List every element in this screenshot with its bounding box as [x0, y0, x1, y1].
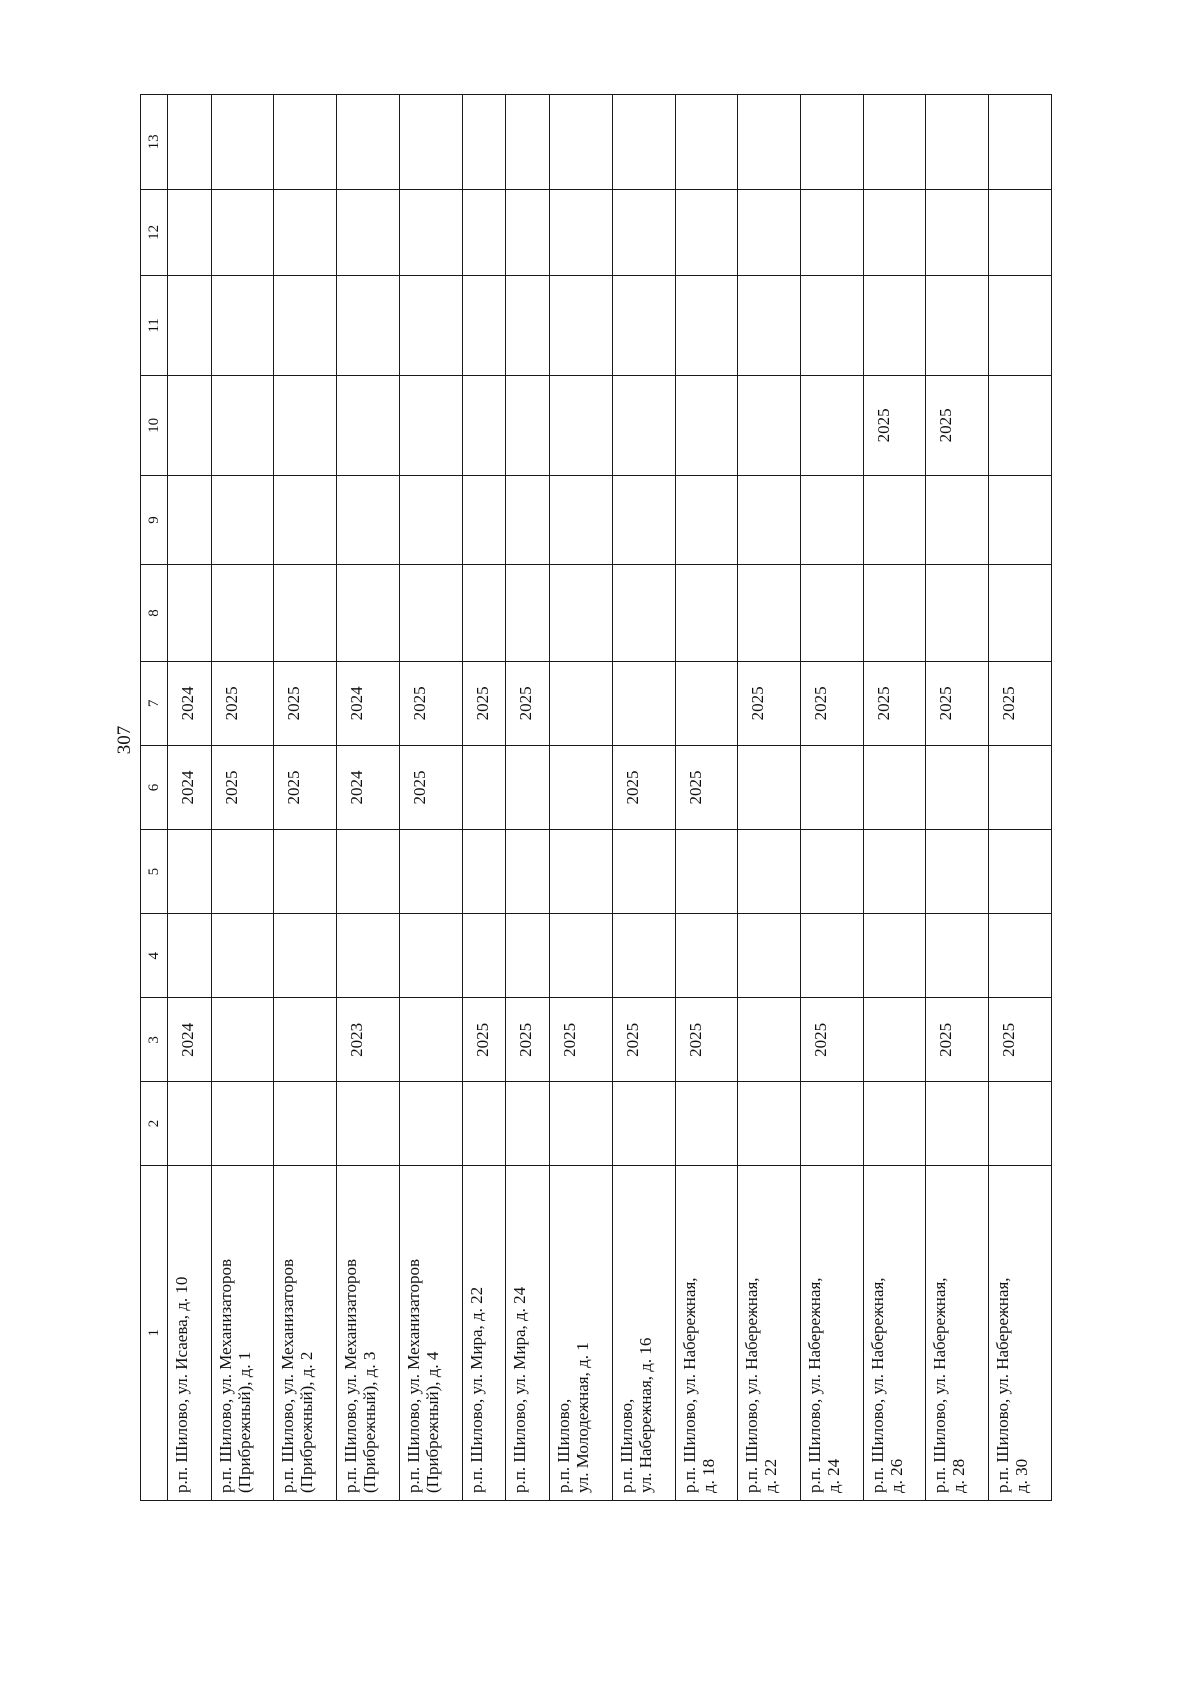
year-cell	[211, 95, 274, 190]
year-cell	[863, 998, 926, 1082]
table-row	[211, 95, 274, 1501]
table-row	[168, 95, 212, 1501]
year-cell	[211, 830, 274, 914]
year-cell	[863, 475, 926, 564]
page-number: 307	[114, 725, 135, 755]
year-cell	[274, 275, 337, 375]
table-row	[462, 95, 506, 1501]
column-header: 7	[141, 661, 168, 745]
table-row	[863, 95, 926, 1501]
data-table	[140, 94, 1052, 1501]
year-cell	[399, 830, 462, 914]
year-cell	[211, 998, 274, 1082]
table-row	[675, 95, 738, 1501]
year-cell	[801, 565, 864, 662]
year-cell	[926, 1082, 989, 1165]
year-cell	[801, 830, 864, 914]
year-cell	[550, 1082, 613, 1165]
year-cell	[738, 565, 801, 662]
year-cell	[274, 830, 337, 914]
year-cell: 2025	[612, 745, 675, 829]
year-cell	[863, 914, 926, 998]
year-cell: 2025	[274, 745, 337, 829]
year-cell	[675, 95, 738, 190]
year-cell	[274, 475, 337, 564]
year-cell	[926, 914, 989, 998]
year-cell: 2025	[926, 998, 989, 1082]
year-cell: 2025	[926, 661, 989, 745]
year-cell	[399, 914, 462, 998]
year-cell	[168, 914, 212, 998]
year-cell	[462, 565, 506, 662]
year-cell	[612, 1082, 675, 1165]
year-cell: 2024	[168, 661, 212, 745]
year-cell	[738, 95, 801, 190]
year-cell	[612, 275, 675, 375]
year-cell	[550, 565, 613, 662]
year-cell	[675, 275, 738, 375]
address-cell: р.п. Шилово, ул. Набережная, д. 16	[612, 1165, 675, 1500]
year-cell	[550, 830, 613, 914]
year-cell	[168, 475, 212, 564]
year-cell	[506, 189, 550, 275]
year-cell: 2025	[506, 661, 550, 745]
year-cell: 2025	[399, 745, 462, 829]
table-row	[738, 95, 801, 1501]
year-cell	[399, 95, 462, 190]
year-cell: 2025	[738, 661, 801, 745]
table-row	[506, 95, 550, 1501]
address-cell: р.п. Шилово, ул. Набережная, д. 26	[863, 1165, 926, 1500]
year-cell	[168, 375, 212, 475]
year-cell	[801, 95, 864, 190]
column-header: 6	[141, 745, 168, 829]
year-cell	[738, 830, 801, 914]
year-cell	[675, 565, 738, 662]
column-header: 1	[141, 1165, 168, 1500]
year-cell	[801, 914, 864, 998]
year-cell	[801, 375, 864, 475]
column-header: 12	[141, 189, 168, 275]
year-cell: 2023	[337, 998, 400, 1082]
year-cell	[462, 830, 506, 914]
year-cell	[863, 275, 926, 375]
year-cell: 2025	[926, 375, 989, 475]
year-cell	[801, 475, 864, 564]
year-cell	[168, 830, 212, 914]
year-cell: 2025	[675, 998, 738, 1082]
table-row	[399, 95, 462, 1501]
header-row	[141, 95, 168, 1501]
year-cell	[612, 475, 675, 564]
year-cell	[337, 830, 400, 914]
year-cell: 2025	[506, 998, 550, 1082]
year-cell	[863, 189, 926, 275]
year-cell	[506, 565, 550, 662]
column-header: 11	[141, 275, 168, 375]
year-cell	[506, 830, 550, 914]
year-cell	[738, 189, 801, 275]
year-cell	[612, 661, 675, 745]
year-cell: 2025	[801, 661, 864, 745]
column-header: 9	[141, 475, 168, 564]
year-cell	[550, 745, 613, 829]
year-cell: 2024	[337, 745, 400, 829]
address-cell: р.п. Шилово, ул. Мира, д. 24	[506, 1165, 550, 1500]
address-cell: р.п. Шилово, ул. Набережная, д. 28	[926, 1165, 989, 1500]
year-cell	[399, 565, 462, 662]
year-cell	[211, 375, 274, 475]
year-cell	[863, 745, 926, 829]
year-cell	[675, 375, 738, 475]
table-row	[926, 95, 989, 1501]
year-cell: 2025	[989, 661, 1052, 745]
year-cell: 2024	[168, 998, 212, 1082]
year-cell: 2025	[211, 661, 274, 745]
year-cell	[337, 914, 400, 998]
year-cell	[612, 830, 675, 914]
year-cell: 2025	[399, 661, 462, 745]
year-cell	[550, 475, 613, 564]
year-cell	[462, 1082, 506, 1165]
year-cell	[989, 189, 1052, 275]
address-cell: р.п. Шилово, ул. Механизаторов (Прибрежный), д. 1	[211, 1165, 274, 1500]
year-cell	[801, 745, 864, 829]
year-cell: 2024	[168, 745, 212, 829]
address-cell: р.п. Шилово, ул. Молодежная, д. 1	[550, 1165, 613, 1500]
year-cell	[211, 914, 274, 998]
address-cell: р.п. Шилово, ул. Набережная, д. 18	[675, 1165, 738, 1500]
year-cell: 2024	[337, 661, 400, 745]
year-cell	[926, 95, 989, 190]
year-cell	[738, 914, 801, 998]
year-cell	[801, 1082, 864, 1165]
year-cell	[550, 914, 613, 998]
address-cell: р.п. Шилово, ул. Механизаторов (Прибрежный), д. 4	[399, 1165, 462, 1500]
year-cell	[399, 275, 462, 375]
year-cell	[168, 1082, 212, 1165]
year-cell: 2025	[274, 661, 337, 745]
year-cell	[337, 189, 400, 275]
year-cell	[211, 189, 274, 275]
year-cell	[863, 830, 926, 914]
year-cell: 2025	[863, 375, 926, 475]
year-cell	[274, 189, 337, 275]
column-header: 2	[141, 1082, 168, 1165]
year-cell	[399, 1082, 462, 1165]
year-cell	[989, 565, 1052, 662]
year-cell: 2025	[462, 998, 506, 1082]
year-cell	[863, 1082, 926, 1165]
year-cell	[211, 275, 274, 375]
year-cell	[989, 914, 1052, 998]
year-cell	[989, 1082, 1052, 1165]
year-cell	[274, 375, 337, 475]
year-cell	[612, 189, 675, 275]
year-cell	[399, 189, 462, 275]
year-cell	[989, 375, 1052, 475]
year-cell	[211, 1082, 274, 1165]
year-cell	[337, 1082, 400, 1165]
year-cell	[462, 914, 506, 998]
year-cell	[211, 475, 274, 564]
table-row	[550, 95, 613, 1501]
year-cell	[168, 95, 212, 190]
year-cell	[738, 275, 801, 375]
year-cell	[211, 565, 274, 662]
year-cell	[989, 95, 1052, 190]
year-cell	[462, 275, 506, 375]
year-cell: 2025	[550, 998, 613, 1082]
year-cell	[675, 914, 738, 998]
year-cell	[399, 998, 462, 1082]
year-cell	[675, 189, 738, 275]
year-cell: 2025	[612, 998, 675, 1082]
year-cell	[926, 565, 989, 662]
year-cell	[274, 1082, 337, 1165]
year-cell	[738, 745, 801, 829]
year-cell: 2025	[863, 661, 926, 745]
year-cell	[926, 475, 989, 564]
year-cell	[337, 475, 400, 564]
address-cell: р.п. Шилово, ул. Мира, д. 22	[462, 1165, 506, 1500]
year-cell	[550, 189, 613, 275]
table-row	[337, 95, 400, 1501]
column-header: 4	[141, 914, 168, 998]
year-cell	[738, 475, 801, 564]
address-cell: р.п. Шилово, ул. Набережная, д. 30	[989, 1165, 1052, 1500]
year-cell	[612, 95, 675, 190]
year-cell	[337, 375, 400, 475]
year-cell	[337, 275, 400, 375]
year-cell	[550, 661, 613, 745]
year-cell	[612, 565, 675, 662]
year-cell	[462, 95, 506, 190]
year-cell	[168, 189, 212, 275]
table-row	[274, 95, 337, 1501]
year-cell	[675, 830, 738, 914]
year-cell: 2025	[801, 998, 864, 1082]
year-cell: 2025	[462, 661, 506, 745]
column-header: 3	[141, 998, 168, 1082]
year-cell	[506, 95, 550, 190]
year-cell	[337, 565, 400, 662]
table-row	[989, 95, 1052, 1501]
year-cell	[989, 275, 1052, 375]
year-cell	[399, 475, 462, 564]
address-cell: р.п. Шилово, ул. Набережная, д. 22	[738, 1165, 801, 1500]
year-cell	[612, 914, 675, 998]
year-cell	[926, 189, 989, 275]
year-cell	[675, 1082, 738, 1165]
year-cell	[462, 475, 506, 564]
year-cell	[274, 914, 337, 998]
year-cell	[926, 275, 989, 375]
year-cell	[550, 275, 613, 375]
address-cell: р.п. Шилово, ул. Набережная, д. 24	[801, 1165, 864, 1500]
year-cell	[399, 375, 462, 475]
year-cell	[506, 745, 550, 829]
column-header: 5	[141, 830, 168, 914]
year-cell	[738, 375, 801, 475]
year-cell	[506, 375, 550, 475]
year-cell	[506, 1082, 550, 1165]
year-cell	[274, 565, 337, 662]
year-cell	[801, 275, 864, 375]
address-cell: р.п. Шилово, ул. Механизаторов (Прибрежный), д. 2	[274, 1165, 337, 1500]
year-cell	[550, 375, 613, 475]
year-cell	[926, 745, 989, 829]
year-cell	[462, 745, 506, 829]
year-cell	[675, 475, 738, 564]
year-cell: 2025	[211, 745, 274, 829]
year-cell	[926, 830, 989, 914]
table-row	[801, 95, 864, 1501]
year-cell	[675, 661, 738, 745]
address-cell: р.п. Шилово, ул. Исаева, д. 10	[168, 1165, 212, 1500]
year-cell	[506, 914, 550, 998]
year-cell	[168, 565, 212, 662]
year-cell	[462, 189, 506, 275]
year-cell	[989, 830, 1052, 914]
year-cell: 2025	[675, 745, 738, 829]
column-header: 8	[141, 565, 168, 662]
year-cell	[550, 95, 613, 190]
year-cell	[274, 998, 337, 1082]
year-cell	[506, 275, 550, 375]
table-body	[168, 95, 1052, 1501]
year-cell	[337, 95, 400, 190]
year-cell	[506, 475, 550, 564]
table-row	[612, 95, 675, 1501]
year-cell: 2025	[989, 998, 1052, 1082]
year-cell	[801, 189, 864, 275]
year-cell	[863, 565, 926, 662]
column-header: 13	[141, 95, 168, 190]
year-cell	[989, 475, 1052, 564]
year-cell	[863, 95, 926, 190]
year-cell	[462, 375, 506, 475]
year-cell	[168, 275, 212, 375]
year-cell	[274, 95, 337, 190]
year-cell	[989, 745, 1052, 829]
year-cell	[612, 375, 675, 475]
year-cell	[738, 1082, 801, 1165]
year-cell	[738, 998, 801, 1082]
column-header: 10	[141, 375, 168, 475]
address-cell: р.п. Шилово, ул. Механизаторов (Прибрежный), д. 3	[337, 1165, 400, 1500]
rotated-table-container	[140, 94, 1052, 1501]
